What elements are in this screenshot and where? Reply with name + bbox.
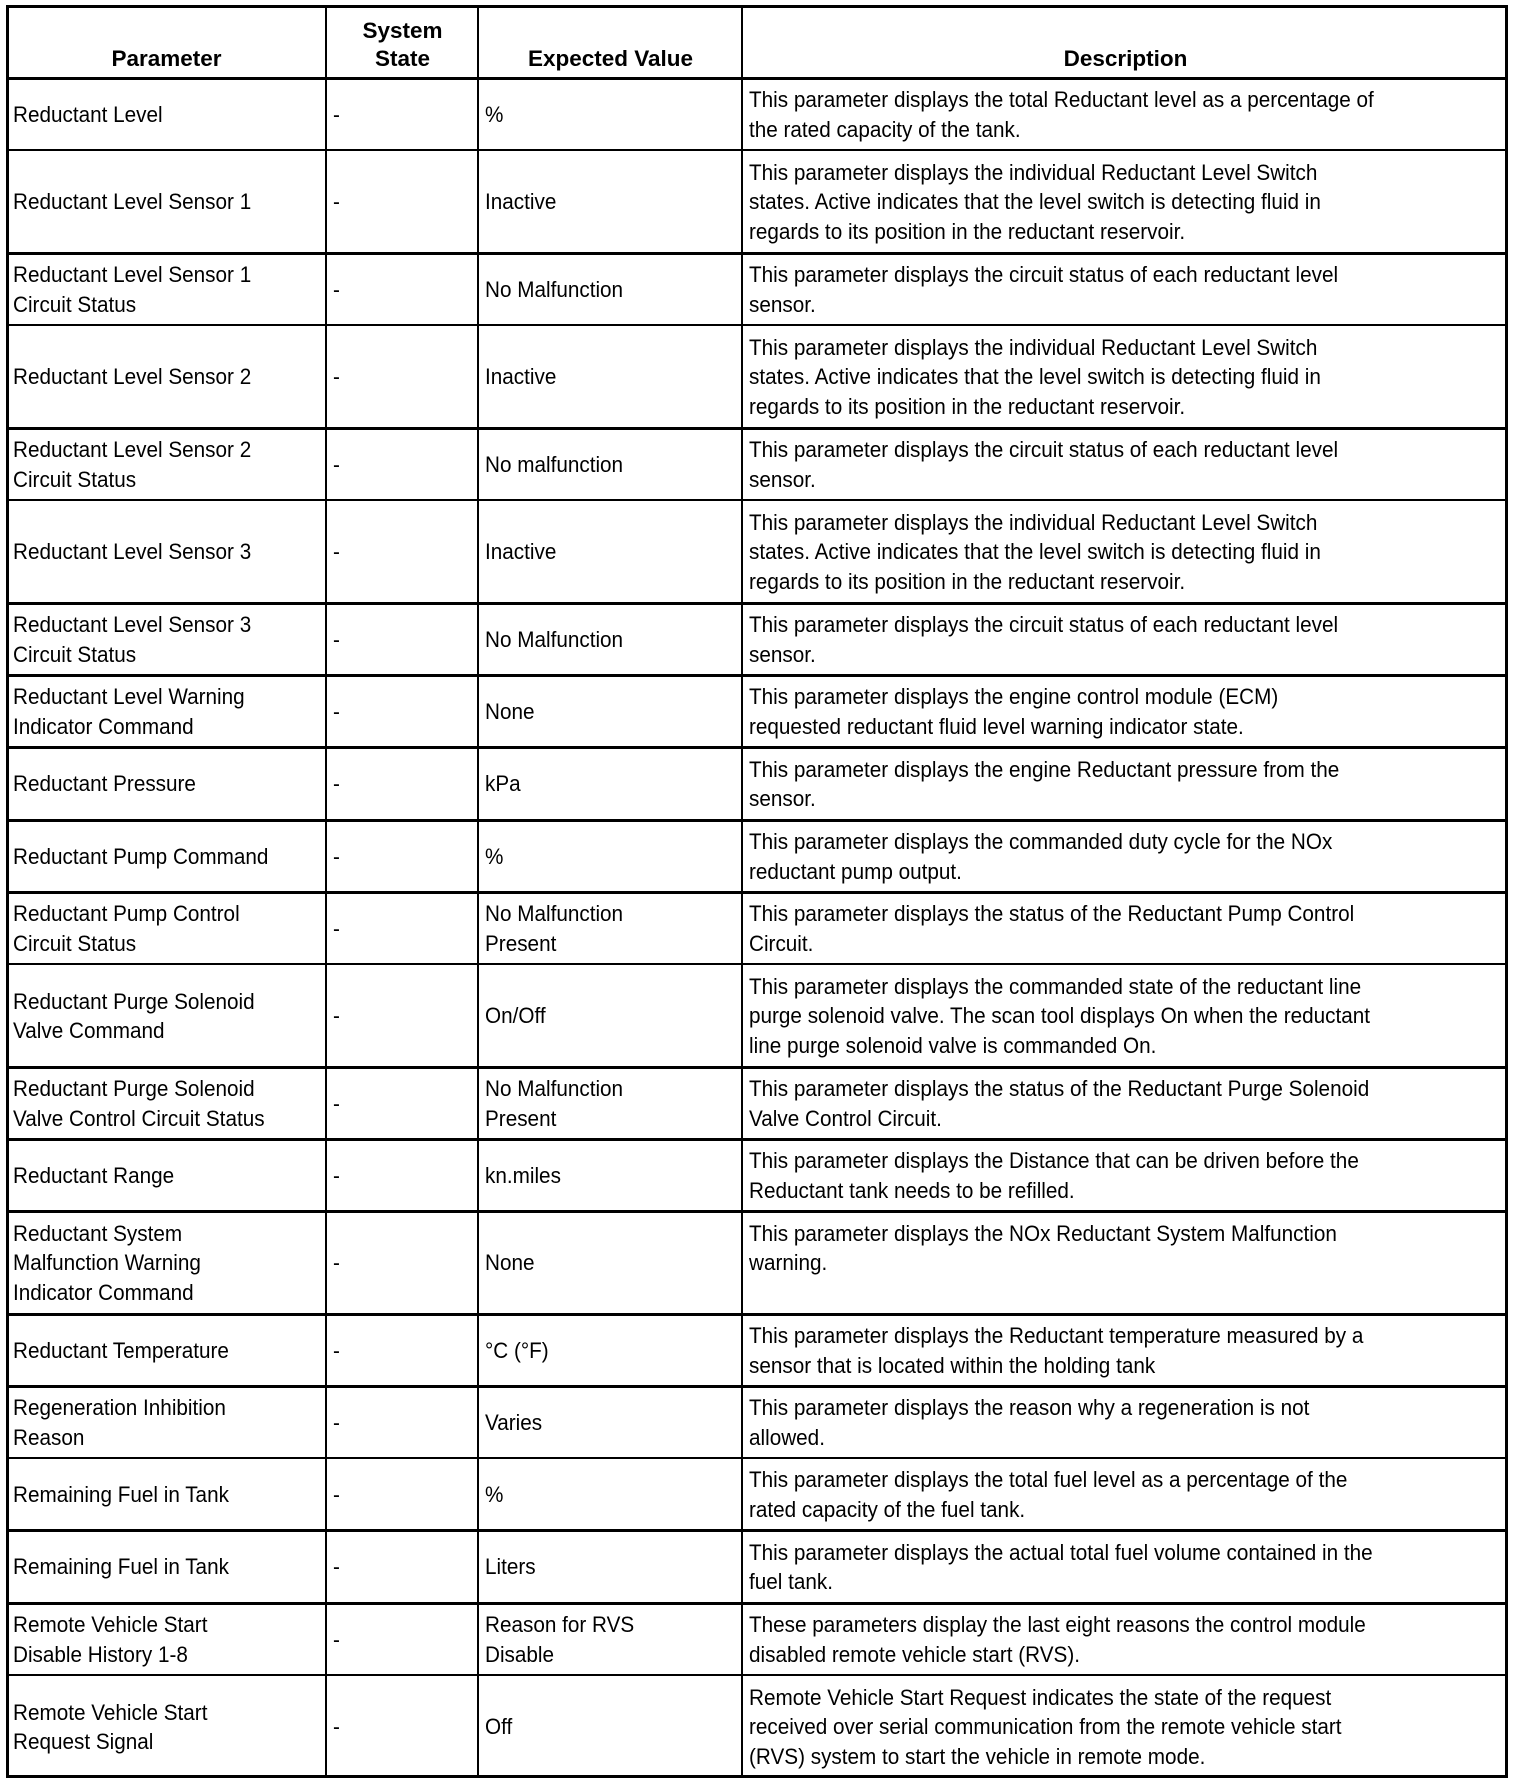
cell-parameter-line: Malfunction Warning xyxy=(13,1250,201,1276)
cell-description-line: This parameter displays the engine Reductant pressure from the xyxy=(749,756,1340,782)
cell-description-line: requested reductant fluid level warning indicator state. xyxy=(749,713,1244,739)
cell-parameter xyxy=(8,1532,325,1602)
cell-description-line: This parameter displays the status of the Reductant Pump Control xyxy=(749,901,1355,926)
row-divider xyxy=(9,1674,1505,1676)
cell-expected-value xyxy=(480,894,741,963)
cell-parameter xyxy=(8,327,325,427)
cell-description-line: states. Active indicates that the level switch is detecting fluid in xyxy=(749,189,1321,215)
cell-expected-value-line: None xyxy=(485,1250,535,1276)
cell-expected-value-line: No malfunction xyxy=(485,451,624,477)
cell-description-line: sensor. xyxy=(749,641,816,667)
cell-system-state xyxy=(328,1316,477,1385)
cell-system-state-line: - xyxy=(333,843,340,869)
cell-description-line: This parameter displays the NOx Reductant System Malfunction xyxy=(749,1220,1337,1246)
cell-expected-value xyxy=(480,966,741,1066)
cell-description-line: sensor. xyxy=(749,466,816,492)
cell-description-line: This parameter displays the individual Reductant Level Switch xyxy=(749,334,1318,360)
cell-description-line: This parameter displays the actual total fuel volume contained in the xyxy=(749,1539,1373,1565)
cell-parameter-line: Circuit Status xyxy=(13,466,137,492)
cell-system-state-line: - xyxy=(333,1481,340,1507)
cell-description-line: This parameter displays the commanded state of the reductant line xyxy=(749,973,1362,999)
cell-expected-value xyxy=(480,80,741,149)
cell-parameter-line: Reductant Level Sensor 2 xyxy=(13,364,252,390)
cell-description xyxy=(744,1388,1507,1457)
header-system-state-line: State xyxy=(374,46,431,71)
cell-description-line: This parameter displays the circuit status of each reductant level xyxy=(749,612,1339,637)
header-expected-value xyxy=(480,7,741,77)
cell-description-line: received over serial communication from the remote vehicle start xyxy=(749,1714,1342,1740)
cell-system-state xyxy=(328,430,477,499)
parameter-table xyxy=(6,5,1508,1778)
cell-system-state-line: - xyxy=(333,626,340,652)
cell-expected-value xyxy=(480,1460,741,1529)
cell-description xyxy=(744,152,1507,252)
cell-parameter-line: Reason xyxy=(13,1424,85,1450)
cell-parameter-line: Indicator Command xyxy=(13,713,194,739)
cell-parameter-line: Reductant Purge Solenoid xyxy=(13,1076,255,1101)
cell-description-line: line purge solenoid valve is commanded On. xyxy=(749,1032,1157,1058)
cell-parameter xyxy=(8,677,325,746)
cell-system-state-line: - xyxy=(333,1554,340,1580)
cell-expected-value xyxy=(480,1141,741,1210)
header-parameter-line: Parameter xyxy=(111,46,222,71)
header-system-state xyxy=(328,7,477,77)
cell-expected-value-line: % xyxy=(485,843,504,869)
cell-system-state-line: - xyxy=(333,189,340,215)
cell-system-state xyxy=(328,1605,477,1674)
cell-description-line: This parameter displays the total Reductant level as a percentage of xyxy=(749,87,1374,112)
cell-expected-value-line: Liters xyxy=(485,1554,536,1580)
cell-expected-value xyxy=(480,1213,741,1313)
cell-expected-value-line: Varies xyxy=(485,1409,543,1435)
cell-system-state-line: - xyxy=(333,1409,340,1435)
cell-parameter-line: Reductant Range xyxy=(13,1162,175,1188)
cell-description-line: This parameter displays the commanded duty cycle for the NOx xyxy=(749,829,1333,854)
cell-description-line: rated capacity of the fuel tank. xyxy=(749,1496,1026,1522)
cell-parameter xyxy=(8,1213,325,1313)
cell-description xyxy=(744,1677,1507,1777)
cell-expected-value-line: No Malfunction xyxy=(485,901,624,926)
cell-description xyxy=(744,1460,1507,1529)
cell-parameter-line: Valve Command xyxy=(13,1018,165,1043)
cell-expected-value xyxy=(480,1532,741,1602)
cell-system-state-line: - xyxy=(333,276,340,302)
cell-description-line: states. Active indicates that the level switch is detecting fluid in xyxy=(749,364,1321,390)
cell-description-line: Circuit. xyxy=(749,930,814,956)
cell-parameter xyxy=(8,966,325,1066)
cell-description xyxy=(744,1316,1507,1385)
cell-expected-value xyxy=(480,1316,741,1385)
cell-description xyxy=(744,327,1507,427)
cell-system-state xyxy=(328,255,477,324)
cell-parameter-line: Reductant Pump Command xyxy=(13,843,269,869)
cell-system-state-line: - xyxy=(333,1090,340,1116)
cell-expected-value-line: % xyxy=(485,101,504,127)
cell-description-line: warning. xyxy=(749,1250,828,1276)
cell-system-state-line: - xyxy=(333,1003,340,1029)
cell-parameter-line: Reductant Level Sensor 3 xyxy=(13,539,252,565)
header-expected-value-line: Expected Value xyxy=(527,46,694,71)
cell-parameter-line: Valve Control Circuit Status xyxy=(13,1105,265,1131)
cell-parameter-line: Reductant Pump Control xyxy=(13,901,240,926)
cell-expected-value-line: None xyxy=(485,698,535,724)
cell-parameter xyxy=(8,605,325,674)
row-divider xyxy=(9,1457,1505,1459)
cell-description-line: sensor that is located within the holding tank xyxy=(749,1352,1156,1378)
cell-expected-value-line: Inactive xyxy=(485,364,557,390)
cell-system-state-line: - xyxy=(333,539,340,565)
header-system-state-line: System xyxy=(362,18,443,43)
cell-description xyxy=(744,822,1507,891)
row-divider xyxy=(9,324,1505,326)
cell-parameter xyxy=(8,502,325,602)
cell-parameter xyxy=(8,430,325,499)
cell-parameter-line: Remote Vehicle Start xyxy=(13,1612,208,1637)
cell-parameter-line: Reductant Purge Solenoid xyxy=(13,988,255,1014)
cell-parameter xyxy=(8,1605,325,1674)
cell-system-state-line: - xyxy=(333,698,340,724)
cell-description-line: This parameter displays the individual Reductant Level Switch xyxy=(749,159,1318,185)
cell-description-line: This parameter displays the engine control module (ECM) xyxy=(749,684,1279,709)
cell-description xyxy=(744,894,1507,963)
cell-parameter-line: Reductant System xyxy=(13,1220,183,1246)
cell-parameter xyxy=(8,1141,325,1210)
cell-system-state-line: - xyxy=(333,451,340,477)
cell-system-state xyxy=(328,1069,477,1138)
cell-parameter-line: Remaining Fuel in Tank xyxy=(13,1554,229,1580)
cell-parameter xyxy=(8,1388,325,1457)
cell-description-line: (RVS) system to start the vehicle in remote mode. xyxy=(749,1743,1206,1769)
cell-description-line: reductant pump output. xyxy=(749,858,962,884)
cell-system-state-line: - xyxy=(333,915,340,941)
cell-system-state xyxy=(328,327,477,427)
cell-description-line: sensor. xyxy=(749,786,816,811)
row-divider xyxy=(9,149,1505,151)
cell-parameter-line: Reductant Level Sensor 1 xyxy=(13,189,252,215)
cell-description-line: This parameter displays the Reductant temperature measured by a xyxy=(749,1323,1364,1348)
cell-description-line: This parameter displays the circuit status of each reductant level xyxy=(749,437,1339,462)
cell-description-line: purge solenoid valve. The scan tool displays On when the reductant xyxy=(749,1003,1370,1029)
cell-expected-value xyxy=(480,1069,741,1138)
cell-description-line: This parameter displays the individual Reductant Level Switch xyxy=(749,509,1318,535)
cell-expected-value xyxy=(480,152,741,252)
cell-expected-value xyxy=(480,1677,741,1777)
cell-description-line: This parameter displays the total fuel level as a percentage of the xyxy=(749,1467,1348,1492)
cell-expected-value xyxy=(480,430,741,499)
cell-description xyxy=(744,255,1507,324)
cell-description xyxy=(744,1532,1507,1602)
cell-system-state xyxy=(328,677,477,746)
cell-system-state-line: - xyxy=(333,364,340,390)
cell-description-line: regards to its position in the reductant reservoir. xyxy=(749,393,1186,419)
cell-description xyxy=(744,749,1507,819)
cell-expected-value xyxy=(480,255,741,324)
cell-expected-value-line: °C (°F) xyxy=(485,1337,549,1363)
cell-parameter xyxy=(8,1069,325,1138)
cell-expected-value xyxy=(480,327,741,427)
cell-expected-value-line: Reason for RVS xyxy=(485,1612,635,1637)
cell-system-state xyxy=(328,1460,477,1529)
cell-system-state-line: - xyxy=(333,1337,340,1363)
cell-system-state xyxy=(328,894,477,963)
cell-parameter-line: Circuit Status xyxy=(13,291,137,317)
cell-expected-value-line: Disable xyxy=(485,1641,555,1667)
cell-description-line: regards to its position in the reductant reservoir. xyxy=(749,218,1186,244)
cell-description xyxy=(744,502,1507,602)
cell-parameter-line: Reductant Pressure xyxy=(13,771,196,797)
cell-system-state xyxy=(328,80,477,149)
cell-description xyxy=(744,1213,1507,1313)
cell-expected-value-line: Inactive xyxy=(485,539,557,565)
cell-system-state xyxy=(328,749,477,819)
cell-parameter xyxy=(8,1460,325,1529)
cell-system-state xyxy=(328,1677,477,1777)
cell-expected-value xyxy=(480,502,741,602)
cell-system-state xyxy=(328,1141,477,1210)
cell-expected-value-line: Off xyxy=(485,1714,513,1740)
cell-parameter xyxy=(8,152,325,252)
cell-parameter xyxy=(8,894,325,963)
cell-system-state-line: - xyxy=(333,1714,340,1740)
cell-parameter-line: Remote Vehicle Start xyxy=(13,1699,208,1725)
cell-parameter xyxy=(8,80,325,149)
cell-parameter-line: Reductant Temperature xyxy=(13,1337,229,1363)
cell-system-state xyxy=(328,822,477,891)
cell-parameter-line: Reductant Level xyxy=(13,101,163,127)
cell-parameter-line: Disable History 1-8 xyxy=(13,1641,188,1667)
cell-system-state xyxy=(328,502,477,602)
cell-expected-value-line: No Malfunction xyxy=(485,626,624,652)
cell-system-state xyxy=(328,1388,477,1457)
cell-expected-value-line: On/Off xyxy=(485,1003,546,1029)
cell-parameter xyxy=(8,255,325,324)
cell-expected-value-line: No Malfunction xyxy=(485,1076,624,1101)
cell-expected-value-line: % xyxy=(485,1481,504,1507)
cell-system-state-line: - xyxy=(333,1162,340,1188)
cell-expected-value xyxy=(480,1605,741,1674)
cell-system-state-line: - xyxy=(333,101,340,127)
cell-parameter-line: Circuit Status xyxy=(13,930,137,956)
header-description-line: Description xyxy=(1063,46,1188,71)
cell-description xyxy=(744,80,1507,149)
cell-description-line: These parameters display the last eight reasons the control module xyxy=(749,1612,1366,1637)
cell-parameter xyxy=(8,1677,325,1777)
cell-description xyxy=(744,966,1507,1066)
cell-system-state xyxy=(328,1213,477,1313)
cell-expected-value xyxy=(480,749,741,819)
cell-description-line: fuel tank. xyxy=(749,1569,834,1594)
cell-description xyxy=(744,605,1507,674)
cell-system-state xyxy=(328,966,477,1066)
cell-expected-value-line: Present xyxy=(485,930,557,956)
cell-expected-value-line: Inactive xyxy=(485,189,557,215)
cell-description-line: This parameter displays the status of the Reductant Purge Solenoid xyxy=(749,1076,1370,1101)
cell-description-line: the rated capacity of the tank. xyxy=(749,116,1021,142)
header-description xyxy=(744,7,1507,77)
cell-description-line: This parameter displays the reason why a regeneration is not xyxy=(749,1395,1310,1420)
cell-description-line: disabled remote vehicle start (RVS). xyxy=(749,1641,1080,1667)
cell-parameter-line: Reductant Level Sensor 3 xyxy=(13,612,252,637)
cell-description-line: states. Active indicates that the level switch is detecting fluid in xyxy=(749,539,1321,565)
cell-system-state-line: - xyxy=(333,1250,340,1276)
cell-expected-value xyxy=(480,677,741,746)
cell-parameter-line: Reductant Level Sensor 2 xyxy=(13,437,252,462)
cell-expected-value xyxy=(480,605,741,674)
cell-expected-value xyxy=(480,1388,741,1457)
cell-description-line: This parameter displays the Distance that can be driven before the xyxy=(749,1148,1359,1173)
cell-parameter xyxy=(8,822,325,891)
cell-system-state xyxy=(328,605,477,674)
cell-parameter-line: Reductant Level Warning xyxy=(13,684,245,709)
cell-description-line: Valve Control Circuit. xyxy=(749,1105,942,1131)
cell-parameter-line: Reductant Level Sensor 1 xyxy=(13,262,252,287)
cell-parameter-line: Circuit Status xyxy=(13,641,137,667)
cell-description-line: This parameter displays the circuit status of each reductant level xyxy=(749,262,1339,287)
cell-description-line: allowed. xyxy=(749,1424,825,1450)
cell-parameter xyxy=(8,1316,325,1385)
cell-system-state xyxy=(328,1532,477,1602)
cell-system-state-line: - xyxy=(333,771,340,797)
cell-description xyxy=(744,430,1507,499)
cell-expected-value-line: kPa xyxy=(485,771,521,797)
cell-system-state xyxy=(328,152,477,252)
cell-parameter-line: Remaining Fuel in Tank xyxy=(13,1481,229,1507)
row-divider xyxy=(9,499,1505,501)
cell-parameter-line: Indicator Command xyxy=(13,1279,194,1305)
cell-description-line: Remote Vehicle Start Request indicates the state of the request xyxy=(749,1684,1332,1710)
cell-description xyxy=(744,1605,1507,1674)
cell-expected-value-line: kn.miles xyxy=(485,1162,561,1188)
cell-expected-value xyxy=(480,822,741,891)
cell-description xyxy=(744,1141,1507,1210)
cell-parameter-line: Request Signal xyxy=(13,1729,154,1754)
cell-description-line: sensor. xyxy=(749,291,816,317)
cell-expected-value-line: No Malfunction xyxy=(485,276,624,302)
cell-description-line xyxy=(749,1278,1446,1308)
cell-description-line: Reductant tank needs to be refilled. xyxy=(749,1177,1075,1203)
header-parameter xyxy=(8,7,325,77)
cell-description xyxy=(744,1069,1507,1138)
cell-expected-value-line: Present xyxy=(485,1105,557,1131)
cell-parameter-line: Regeneration Inhibition xyxy=(13,1395,226,1420)
cell-system-state-line: - xyxy=(333,1626,340,1652)
cell-description xyxy=(744,677,1507,746)
cell-description-line: regards to its position in the reductant reservoir. xyxy=(749,568,1186,594)
row-divider xyxy=(9,963,1505,965)
cell-parameter xyxy=(8,749,325,819)
